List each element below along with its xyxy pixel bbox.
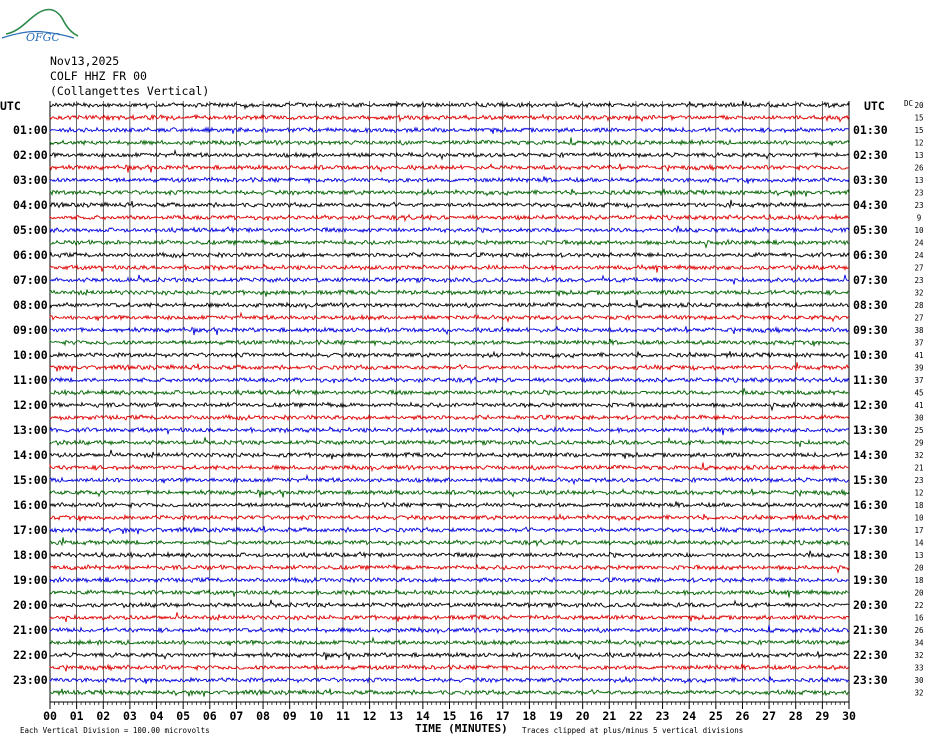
x-tick-label: 08 (256, 709, 270, 723)
dc-offset-label: 20 (914, 101, 924, 110)
dc-offset-label: 16 (914, 613, 924, 623)
left-hour-label: 13:00 (13, 423, 48, 437)
x-axis-ticks (43, 702, 856, 723)
scale-note: Each Vertical Division = 100.00 microvolts (20, 726, 210, 735)
x-tick-label: 17 (495, 709, 510, 723)
x-tick-label: 03 (122, 709, 137, 723)
x-axis-label: TIME (MINUTES) (415, 722, 508, 735)
dc-offset-label: 22 (914, 601, 924, 610)
utc-right-label: UTC (864, 99, 885, 113)
left-hour-label: 09:00 (13, 323, 48, 337)
x-tick-label: 11 (336, 709, 350, 723)
x-tick-label: 02 (96, 709, 111, 723)
right-hour-label: 15:30 (853, 473, 888, 487)
right-hour-label: 23:30 (853, 673, 888, 687)
right-hour-label: 06:30 (853, 248, 888, 262)
dc-offset-label: 20 (914, 563, 924, 573)
x-tick-label: 16 (469, 709, 484, 723)
dc-offset-label: 13 (914, 151, 924, 160)
right-hour-label: 20:30 (853, 598, 888, 612)
left-hour-label: 16:00 (13, 498, 48, 512)
x-tick-label: 14 (415, 709, 430, 723)
left-hour-label: 10:00 (13, 348, 48, 362)
dc-offset-label: 23 (914, 476, 924, 485)
station-title: COLF HHZ FR 00 (50, 69, 147, 83)
dc-offset-label: 10 (914, 226, 924, 235)
x-tick-label: 12 (362, 709, 377, 723)
left-hour-label: 22:00 (13, 648, 48, 662)
dc-offset-label: 9 (916, 213, 922, 223)
utc-left-label: UTC (0, 99, 21, 113)
dc-offset-label: 17 (914, 526, 924, 535)
dc-offset-labels (914, 101, 924, 698)
x-tick-label: 13 (389, 709, 404, 723)
left-hour-label: 14:00 (13, 448, 48, 462)
left-hour-labels (13, 123, 48, 687)
right-hour-label: 22:30 (853, 648, 888, 662)
dc-offset-label: 28 (914, 301, 924, 310)
left-hour-label: 11:00 (13, 373, 48, 387)
dc-offset-label: 41 (914, 401, 924, 410)
left-hour-label: 05:00 (13, 223, 48, 237)
dc-offset-label: 25 (914, 426, 924, 435)
x-tick-label: 04 (149, 709, 164, 723)
dc-offset-label: 18 (914, 576, 924, 585)
dc-offset-label: 38 (914, 326, 924, 335)
left-hour-label: 21:00 (13, 623, 48, 637)
dc-offset-label: 14 (914, 538, 924, 548)
x-tick-label: 21 (602, 709, 617, 723)
right-hour-label: 03:30 (853, 173, 888, 187)
right-hour-label: 02:30 (853, 148, 888, 162)
dc-offset-label: 41 (914, 351, 924, 360)
station-location: (Collangettes Vertical) (50, 84, 210, 98)
dc-offset-label: 12 (914, 138, 924, 148)
left-hour-label: 02:00 (13, 148, 48, 162)
right-hour-label: 13:30 (853, 423, 888, 437)
dc-offset-label: 24 (914, 251, 924, 260)
right-hour-label: 11:30 (853, 373, 888, 387)
dc-offset-label: 26 (914, 626, 924, 635)
x-tick-label: 06 (202, 709, 217, 723)
dc-offset-label: 23 (914, 188, 924, 198)
dc-offset-label: 21 (914, 463, 924, 473)
x-tick-label: 20 (575, 709, 590, 723)
clip-note: Traces clipped at plus/minus 5 vertical divisions (522, 726, 744, 735)
dc-offset-label: 20 (914, 588, 924, 598)
dc-offset-label: 45 (914, 388, 924, 398)
dc-offset-label: 12 (914, 488, 924, 498)
right-hour-label: 21:30 (853, 623, 888, 637)
right-hour-label: 16:30 (853, 498, 888, 512)
left-hour-label: 18:00 (13, 548, 48, 562)
x-tick-label: 22 (629, 709, 643, 723)
x-tick-label: 07 (229, 709, 244, 723)
left-hour-label: 04:00 (13, 198, 48, 212)
dc-offset-label: 24 (914, 238, 924, 248)
dc-offset-label: 37 (914, 376, 924, 385)
x-tick-label: 15 (442, 709, 457, 723)
x-tick-label: 01 (69, 709, 84, 723)
left-hour-label: 15:00 (13, 473, 48, 487)
left-hour-label: 17:00 (13, 523, 48, 537)
dc-offset-label: 23 (914, 276, 924, 285)
dc-offset-label: 32 (914, 451, 924, 460)
right-hour-label: 14:30 (853, 448, 888, 462)
right-hour-label: 12:30 (853, 398, 888, 412)
dc-offset-label: 18 (914, 501, 924, 510)
dc-offset-label: 30 (914, 413, 924, 423)
dc-offset-label: 10 (914, 513, 924, 523)
x-tick-label: 29 (815, 709, 830, 723)
right-hour-label: 09:30 (853, 323, 888, 337)
dc-offset-label: 34 (914, 638, 924, 648)
left-hour-label: 19:00 (13, 573, 48, 587)
dc-offset-label: 30 (914, 676, 924, 685)
x-tick-label: 28 (788, 709, 803, 723)
dc-offset-label: 37 (914, 338, 924, 348)
left-hour-label: 08:00 (13, 298, 48, 312)
right-hour-label: 08:30 (853, 298, 888, 312)
dc-offset-label: 29 (914, 438, 924, 448)
x-tick-label: 23 (655, 709, 670, 723)
dc-offset-label: 32 (914, 688, 924, 698)
dc-offset-label: 27 (914, 263, 924, 273)
right-hour-label: 17:30 (853, 523, 888, 537)
right-hour-label: 10:30 (853, 348, 888, 362)
x-tick-label: 10 (309, 709, 324, 723)
left-hour-label: 03:00 (13, 173, 48, 187)
left-hour-label: 06:00 (13, 248, 48, 262)
right-hour-label: 07:30 (853, 273, 888, 287)
dc-offset-label: 33 (914, 663, 924, 673)
x-tick-label: 19 (549, 709, 563, 723)
right-hour-label: 18:30 (853, 548, 888, 562)
x-tick-label: 18 (522, 709, 537, 723)
dc-offset-label: 13 (914, 551, 924, 560)
right-hour-label: 01:30 (853, 123, 888, 137)
dc-header-label: DC (904, 99, 914, 108)
dc-offset-label: 23 (914, 201, 924, 210)
left-hour-label: 23:00 (13, 673, 48, 687)
right-hour-label: 05:30 (853, 223, 888, 237)
date-title: Nov13,2025 (50, 54, 120, 68)
dc-offset-label: 13 (914, 176, 924, 185)
left-hour-label: 01:00 (13, 123, 48, 137)
right-hour-labels (853, 123, 888, 687)
left-hour-label: 12:00 (13, 398, 48, 412)
dc-offset-label: 15 (914, 113, 924, 123)
dc-offset-label: 32 (914, 651, 924, 660)
minute-gridlines (50, 101, 849, 702)
x-tick-label: 25 (708, 709, 723, 723)
dc-offset-label: 27 (914, 313, 924, 323)
dc-offset-label: 26 (914, 163, 924, 173)
left-hour-label: 20:00 (13, 598, 48, 612)
dc-offset-label: 32 (914, 288, 924, 298)
x-tick-label: 05 (176, 709, 191, 723)
x-tick-label: 24 (682, 709, 697, 723)
dc-offset-label: 15 (914, 126, 924, 135)
x-tick-label: 30 (842, 709, 856, 723)
right-hour-label: 04:30 (853, 198, 888, 212)
x-tick-label: 27 (762, 709, 777, 723)
right-hour-label: 19:30 (853, 573, 888, 587)
dc-offset-label: 39 (914, 363, 924, 373)
x-tick-label: 00 (43, 709, 57, 723)
left-hour-label: 07:00 (13, 273, 48, 287)
x-tick-label: 09 (282, 709, 297, 723)
x-tick-label: 26 (735, 709, 750, 723)
logo-wordmark: OFGC (26, 31, 60, 44)
